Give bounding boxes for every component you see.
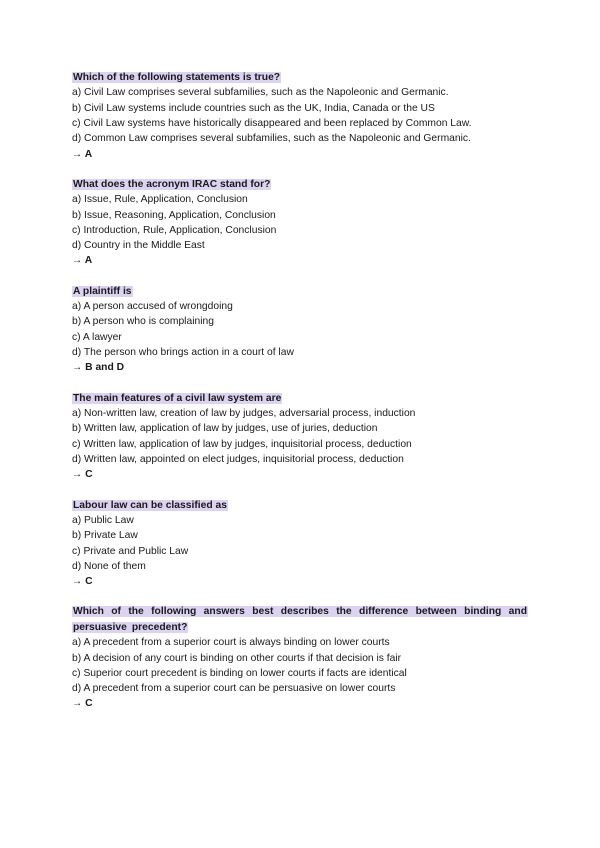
option-a: a) A person accused of wrongdoing [72, 301, 233, 313]
question-block-6 [72, 604, 528, 711]
option-a: a) Non-written law, creation of law by judges, adversarial process, induction [72, 408, 416, 420]
question-title: Which of the following statements is true? [73, 72, 281, 83]
option-d: d) None of them [72, 560, 146, 572]
answer: → A [72, 148, 93, 160]
option-a: a) A precedent from a superior court is always binding on lower courts [72, 637, 390, 649]
question-block-5 [72, 498, 528, 590]
option-c: c) A lawyer [72, 331, 122, 343]
question-title: The main features of a civil law system are [73, 392, 282, 404]
option-a: a) Public Law [72, 514, 134, 526]
option-c: c) Civil Law systems have historically disappeared and been replaced by Common Law. [72, 118, 472, 129]
answer: → C [72, 698, 93, 710]
answer: → B and D [72, 362, 125, 374]
answer: → C [72, 469, 93, 481]
option-d: d) Written law, appointed on elect judges, inquisitorial process, deduction [72, 453, 404, 465]
option-d: d) The person who brings action in a court of law [72, 347, 294, 359]
answer: → C [72, 576, 93, 588]
option-d: d) Country in the Middle East [72, 240, 205, 252]
answer: → A [72, 255, 93, 267]
question-title: A plaintiff is [73, 285, 132, 297]
question-block-2 [72, 177, 528, 269]
question-title: What does the acronym IRAC stand for? [73, 178, 271, 190]
option-b: b) Issue, Reasoning, Application, Conclusion [72, 209, 276, 221]
option-c: c) Private and Public Law [72, 545, 189, 557]
option-b: b) Civil Law systems include countries such as the UK, India, Canada or the US [72, 102, 435, 114]
option-b: b) Private Law [72, 530, 138, 542]
question-block-4 [72, 391, 528, 483]
question-title: Which of the following answers best describes the difference between binding and persuasive precedent? [73, 606, 527, 633]
option-d: d) A precedent from a superior court can be persuasive on lower courts [72, 683, 396, 695]
quiz-document [72, 70, 528, 727]
option-d: d) Common Law comprises several subfamilies, such as the Napoleonic and Germanic. [72, 133, 471, 145]
option-c: c) Written law, application of law by judges, inquisitorial process, deduction [72, 438, 412, 450]
question-block-3 [72, 284, 528, 376]
question-block-1 [72, 70, 528, 162]
option-c: c) Superior court precedent is binding on lower courts if facts are identical [72, 667, 407, 679]
option-c: c) Introduction, Rule, Application, Conclusion [72, 224, 277, 236]
option-b: b) Written law, application of law by judges, use of juries, deduction [72, 423, 378, 435]
option-a: a) Civil Law comprises several subfamilies, such as the Napoleonic and Germanic. [72, 87, 449, 99]
option-b: b) A person who is complaining [72, 316, 214, 328]
option-b: b) A decision of any court is binding on other courts if that decision is fair [72, 652, 402, 664]
option-a: a) Issue, Rule, Application, Conclusion [72, 194, 248, 206]
question-title: Labour law can be classified as [73, 499, 227, 511]
